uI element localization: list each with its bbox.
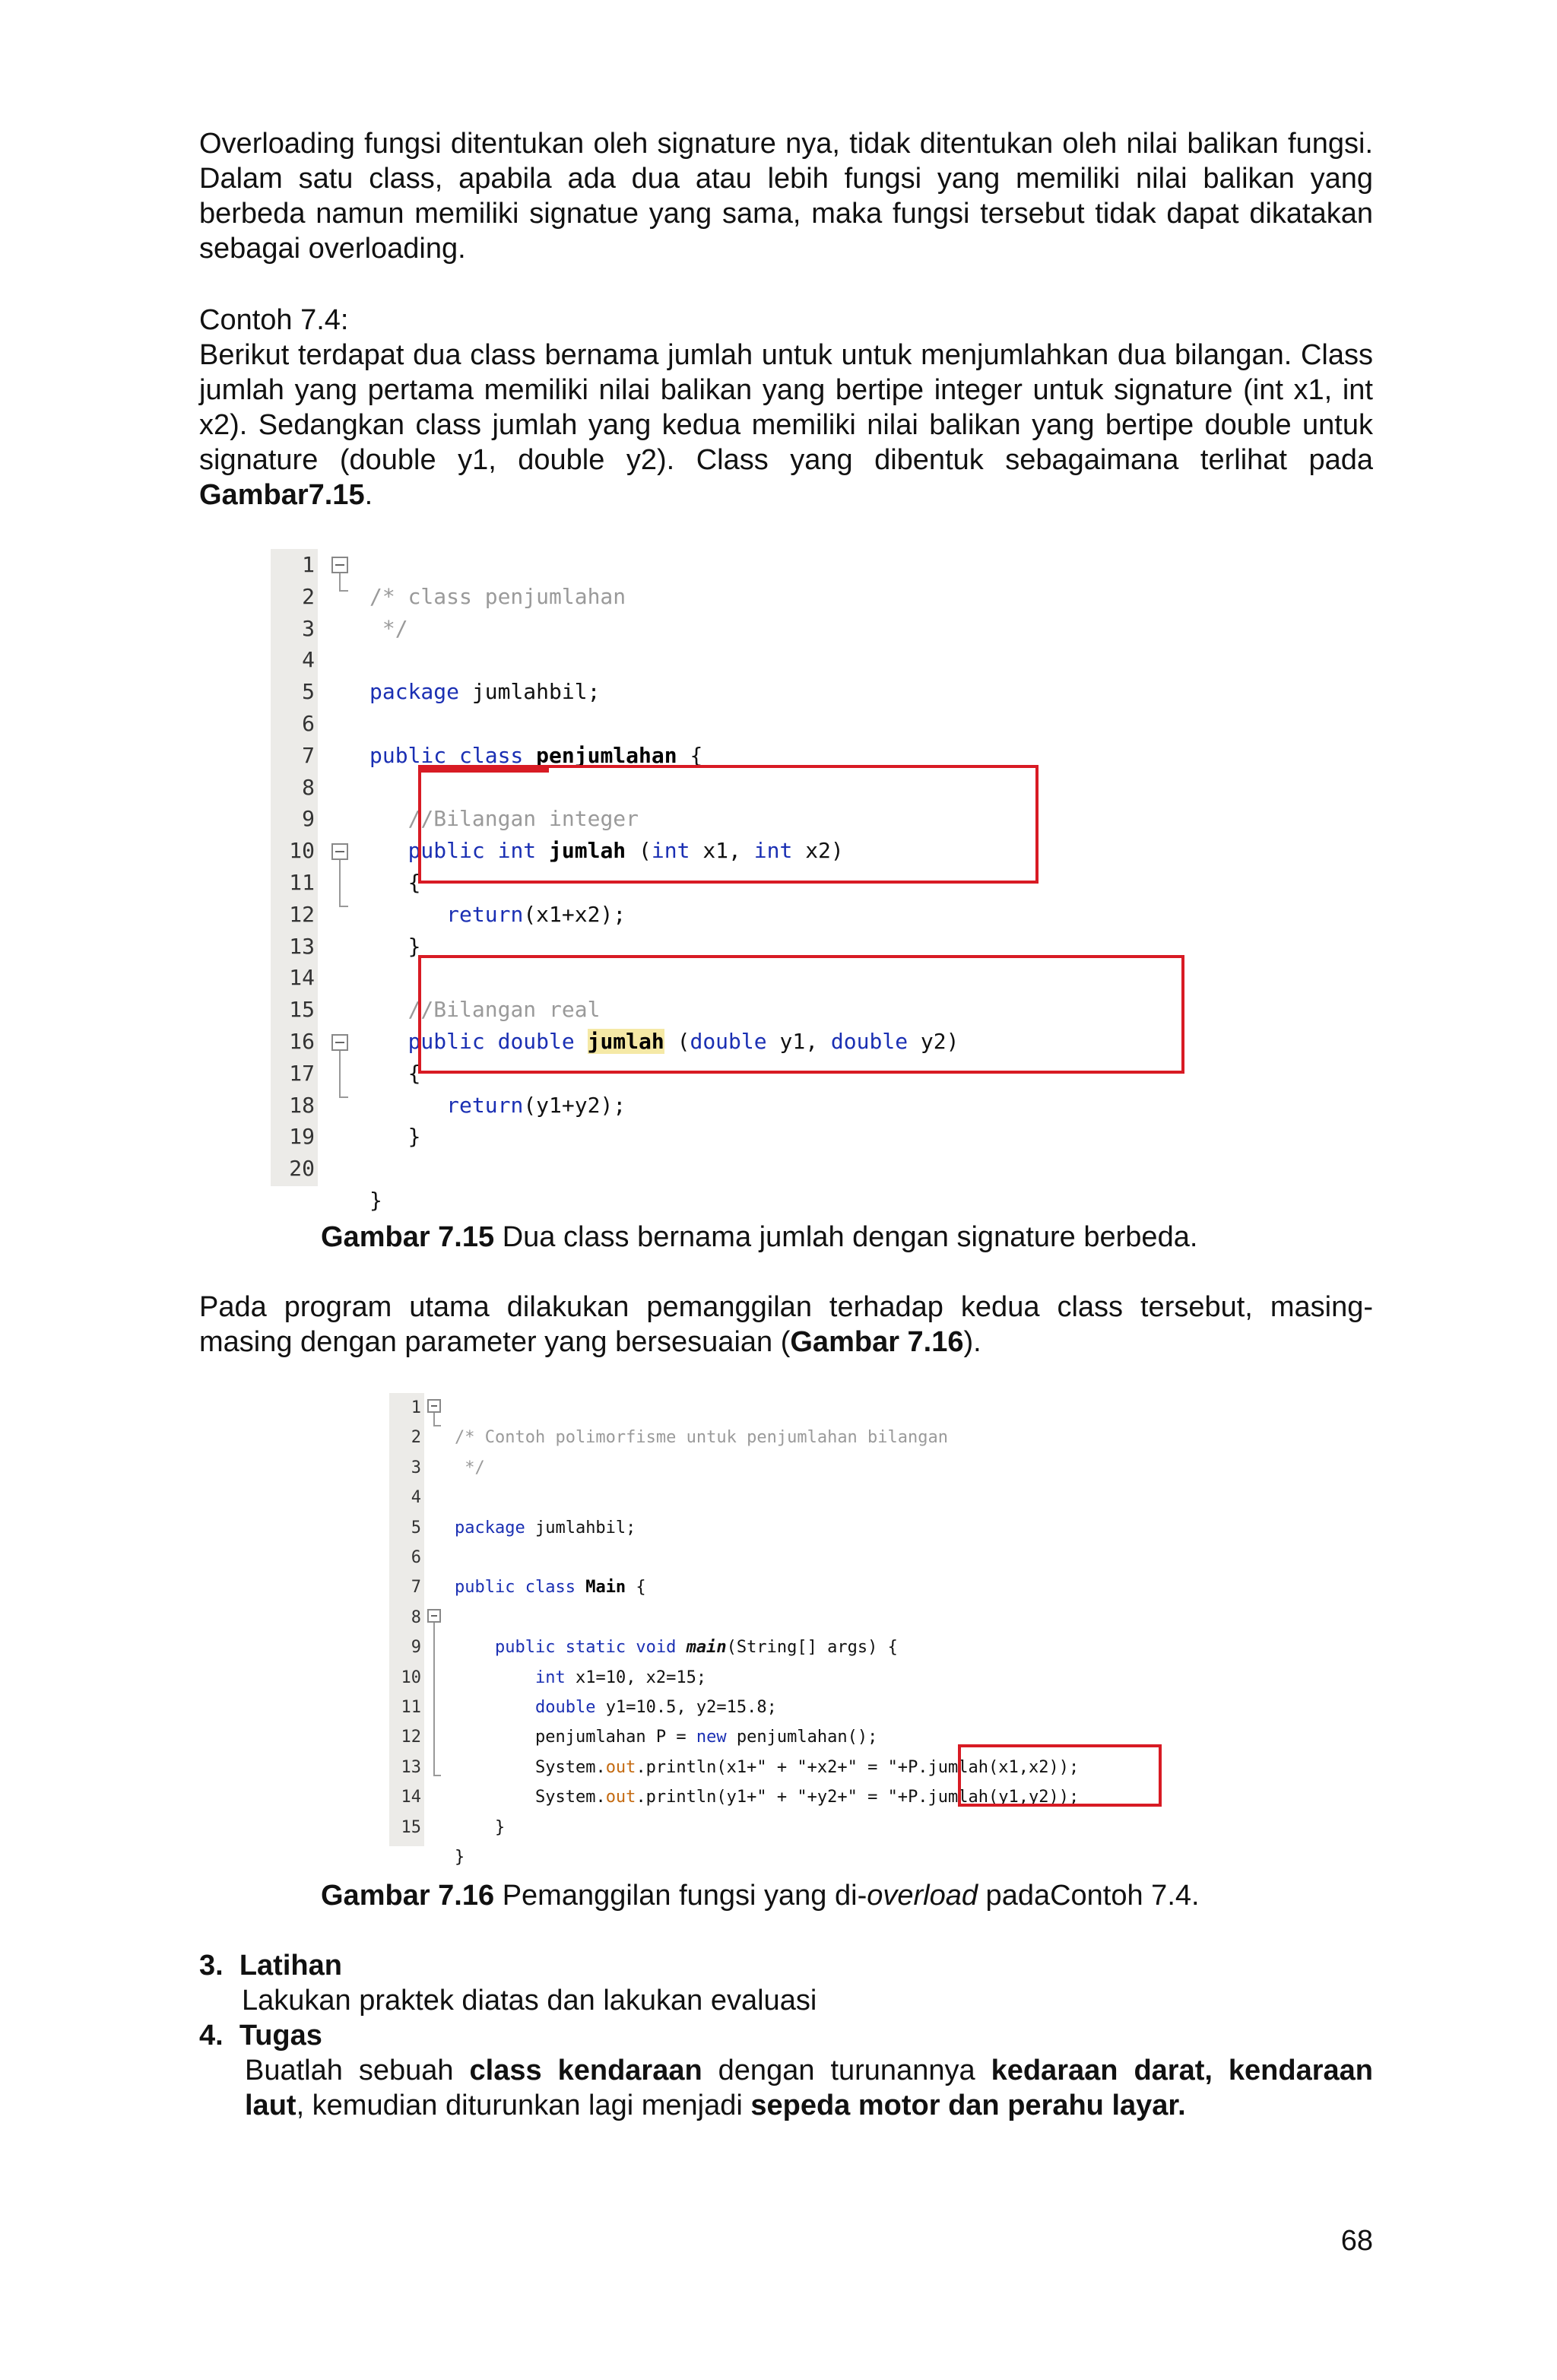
paragraph-example-text: Berikut terdapat dua class bernama jumlah untuk untuk menjumlahkan dua bilangan. Class jumlah yang pertama memiliki nilai balikan yang bertipe integer untuk signature (int x1, int x2). Sedangkan class jumlah yang kedua memiliki nilai balikan yang bertipe double untuk signature (double y1, double y2). Class yang dibentuk sebagaimana terlihat pada [199, 339, 1373, 476]
paragraph-example [199, 338, 1373, 512]
paragraph-example-end: . [364, 479, 373, 511]
line-number: 2 [411, 1428, 421, 1448]
line-number: 1 [411, 1398, 421, 1417]
fold-toggle-icon[interactable] [331, 843, 348, 860]
code-line [455, 1663, 1079, 1693]
fold-guide [433, 1623, 435, 1775]
code-token: x1, [690, 838, 754, 864]
fold-guide [339, 1096, 348, 1098]
code-token: y1=10.5, y2=15.8; [595, 1698, 777, 1718]
code-token: (y1+y2); [523, 1092, 626, 1118]
page-number: 68 [1340, 2225, 1373, 2257]
line-number: 3 [411, 1458, 421, 1477]
code-token: ( [664, 1028, 690, 1054]
line-number: 8 [411, 1607, 421, 1627]
section-body-text: , kemudian diturunkan lagi menjadi [296, 2090, 751, 2121]
code-line [369, 644, 959, 676]
code-token: { [626, 1578, 646, 1598]
code-line [455, 1453, 1079, 1483]
line-number: 7 [411, 1578, 421, 1598]
paragraph-main-program-text: Pada program utama dilakukan pemanggilan terhadap kedua class tersebut, masing-masing dengan parameter yang bersesuaian ( [199, 1291, 1373, 1358]
code-line [455, 1423, 1079, 1452]
fold-guide [433, 1413, 435, 1425]
line-number: 5 [302, 679, 315, 705]
line-number: 6 [411, 1548, 421, 1567]
code-line [369, 581, 959, 613]
keyword-token: int [534, 1668, 566, 1687]
caption-label: Gambar 7.15 [321, 1221, 495, 1253]
line-number: 13 [401, 1757, 421, 1777]
comment-token: //Bilangan integer [407, 806, 639, 832]
line-number: 12 [289, 901, 315, 927]
keyword-token: public class [455, 1578, 576, 1598]
code-token: (x1+x2); [523, 901, 626, 927]
line-number: 17 [289, 1060, 315, 1086]
line-number: 4 [411, 1488, 421, 1508]
code-token: x2) [792, 838, 844, 864]
line-number: 20 [289, 1156, 315, 1182]
code-token: .println(y1+" + "+y2+" = "+ [636, 1788, 909, 1807]
keyword-token: new [696, 1728, 727, 1747]
line-number: 10 [401, 1668, 421, 1687]
code-line [455, 1603, 1079, 1633]
line-number: 11 [401, 1698, 421, 1717]
code-line [455, 1483, 1079, 1512]
code-token: System. [534, 1757, 606, 1777]
code-token: P.jumlah(y1,y2)); [908, 1788, 1080, 1807]
code-token: System. [534, 1788, 606, 1807]
keyword-token: int [651, 838, 690, 864]
keyword-token: public class [369, 742, 524, 768]
code-token: (String[] args) { [726, 1638, 898, 1658]
code-line [369, 708, 959, 740]
paragraph-main-program-end: ). [963, 1326, 981, 1358]
field-token: out [605, 1788, 636, 1807]
line-number: 4 [302, 647, 315, 673]
code-token: P.jumlah(x1,x2)); [908, 1757, 1080, 1777]
code-line [369, 1185, 959, 1217]
code-token: x1=10, x2=15; [565, 1668, 707, 1687]
code-line [369, 676, 959, 708]
line-number: 6 [302, 711, 315, 736]
line-number: 15 [401, 1817, 421, 1837]
section-body-bold: kedaraan darat, kendaraan laut [245, 2055, 1373, 2121]
highlight-box-integer [418, 765, 1039, 884]
code-token: } [494, 1817, 506, 1837]
section-body-bold: class kendaraan [469, 2055, 702, 2086]
code-line [455, 1572, 1079, 1602]
line-number: 11 [289, 870, 315, 895]
function-name-token: main [676, 1638, 727, 1658]
figure-caption-7-15 [321, 1220, 1197, 1255]
line-number: 1 [302, 552, 315, 577]
comment-token: /* Contoh polimorfisme untuk penjumlahan bilangan [455, 1428, 949, 1448]
section-title: Tugas [239, 2020, 322, 2052]
keyword-token: package [369, 679, 460, 705]
line-number: 8 [302, 774, 315, 800]
section-4-body [245, 2053, 1373, 2123]
keyword-token: int [753, 838, 793, 864]
comment-token: //Bilangan real [407, 997, 601, 1023]
line-number: 13 [289, 933, 315, 959]
line-number: 15 [289, 997, 315, 1023]
section-number: 4. [199, 2020, 224, 2052]
paragraph-overloading-text: Overloading fungsi ditentukan oleh signature nya, tidak ditentukan oleh nilai balikan fungsi. Dalam satu class, apabila ada dua atau lebih fungsi yang memiliki nilai balikan yang berbeda namun memiliki signatue yang sama, maka fungsi tersebut tidak dapat dikatakan sebagai overloading. [199, 128, 1373, 265]
code-line [455, 1842, 1079, 1872]
paragraph-overloading [199, 126, 1373, 266]
comment-token: /* class penjumlahan [369, 583, 626, 609]
keyword-token: package [455, 1518, 525, 1537]
code-token: y2) [908, 1028, 959, 1054]
section-body-text: Lakukan praktek diatas dan lakukan evaluasi [242, 1985, 817, 2017]
line-number: 12 [401, 1728, 421, 1747]
caption-text: Pemanggilan fungsi yang di- [494, 1880, 867, 1912]
section-number: 3. [199, 1950, 224, 1982]
fold-guide [433, 1775, 441, 1776]
fold-guide [339, 590, 348, 592]
code-line [369, 1121, 959, 1153]
function-name-token: jumlah [587, 1028, 664, 1054]
line-number: 9 [302, 806, 315, 832]
code-token: penjumlahan(); [726, 1728, 878, 1747]
code-token: jumlahbil; [459, 679, 601, 705]
caption-label: Gambar 7.16 [321, 1880, 495, 1912]
code-token: penjumlahan P = [534, 1728, 696, 1747]
fold-toggle-icon[interactable] [331, 1034, 348, 1051]
fold-toggle-icon[interactable] [331, 557, 348, 573]
comment-token: */ [455, 1458, 485, 1477]
keyword-token: double [534, 1698, 596, 1718]
line-number: 14 [401, 1788, 421, 1807]
code-figure-7-16 [389, 1393, 1180, 1868]
fold-toggle-icon[interactable] [427, 1609, 441, 1623]
example-title [199, 303, 1373, 338]
keyword-token: return [446, 1092, 524, 1118]
code-block [369, 549, 959, 1280]
line-number: 10 [289, 838, 315, 864]
fold-guide [339, 906, 348, 907]
code-line [369, 613, 959, 645]
section-3-body [242, 1983, 1373, 2018]
keyword-token: public static void [494, 1638, 677, 1658]
caption-text: Dua class bernama jumlah dengan signature berbeda. [494, 1221, 1198, 1253]
code-block [455, 1393, 1079, 1932]
figure-ref-7-16: Gambar 7.16 [790, 1326, 964, 1358]
section-4-heading [199, 2018, 1373, 2053]
section-body-bold: sepeda motor dan perahu layar. [750, 2090, 1186, 2121]
keyword-token: public double [407, 1028, 575, 1054]
code-line [455, 1693, 1079, 1722]
code-line [455, 1513, 1079, 1543]
function-name-token: jumlah [549, 838, 626, 864]
class-name-token: Main [575, 1578, 626, 1598]
code-token: ( [626, 838, 652, 864]
code-token: { [407, 1060, 421, 1086]
code-token: .println(x1+" + "+x2+" = "+ [636, 1757, 909, 1777]
figure-caption-7-16 [321, 1878, 1200, 1913]
keyword-token: double [690, 1028, 767, 1054]
highlight-box-calls [958, 1744, 1162, 1807]
line-number: 16 [289, 1029, 315, 1054]
paragraph-main-program [199, 1290, 1373, 1360]
highlight-box-real [418, 955, 1184, 1074]
line-number: 19 [289, 1124, 315, 1150]
section-body-text: dengan turunannya [702, 2055, 991, 2086]
code-figure-7-15 [271, 549, 1289, 1213]
field-token: out [605, 1757, 636, 1777]
code-line [369, 1153, 959, 1185]
fold-guide [339, 860, 341, 906]
line-number: 14 [289, 965, 315, 991]
code-line [455, 1543, 1079, 1572]
keyword-token: double [830, 1028, 909, 1054]
section-body-text: Buatlah sebuah [245, 2055, 470, 2086]
caption-italic: overload [867, 1880, 978, 1912]
class-name-token: penjumlahan [536, 742, 677, 768]
line-number: 2 [302, 583, 315, 609]
fold-toggle-icon[interactable] [427, 1399, 441, 1413]
code-token: { [677, 742, 703, 768]
line-number: 9 [411, 1638, 421, 1658]
line-number: 18 [289, 1092, 315, 1118]
code-line [369, 899, 959, 931]
caption-text: padaContoh 7.4. [978, 1880, 1200, 1912]
example-title-text: Contoh 7.4: [199, 304, 349, 336]
line-number: 5 [411, 1518, 421, 1537]
code-line [369, 1090, 959, 1122]
code-token: } [407, 933, 421, 959]
code-token: } [407, 1124, 421, 1150]
fold-guide [339, 1051, 341, 1096]
comment-token: */ [369, 615, 408, 641]
code-line [455, 1633, 1079, 1662]
section-title: Latihan [239, 1950, 342, 1982]
fold-guide [339, 573, 341, 590]
code-line [455, 1813, 1079, 1842]
line-number: 3 [302, 615, 315, 641]
code-token: { [407, 869, 421, 895]
code-token: } [369, 1187, 382, 1213]
keyword-token: public int [407, 838, 537, 864]
code-token: jumlahbil; [525, 1518, 636, 1537]
code-token: y1, [766, 1028, 831, 1054]
code-token: } [455, 1848, 465, 1868]
section-3-heading [199, 1948, 1373, 1983]
figure-ref-7-15: Gambar7.15 [199, 479, 365, 511]
fold-guide [433, 1425, 441, 1426]
line-number: 7 [302, 742, 315, 768]
keyword-token: return [446, 901, 524, 927]
